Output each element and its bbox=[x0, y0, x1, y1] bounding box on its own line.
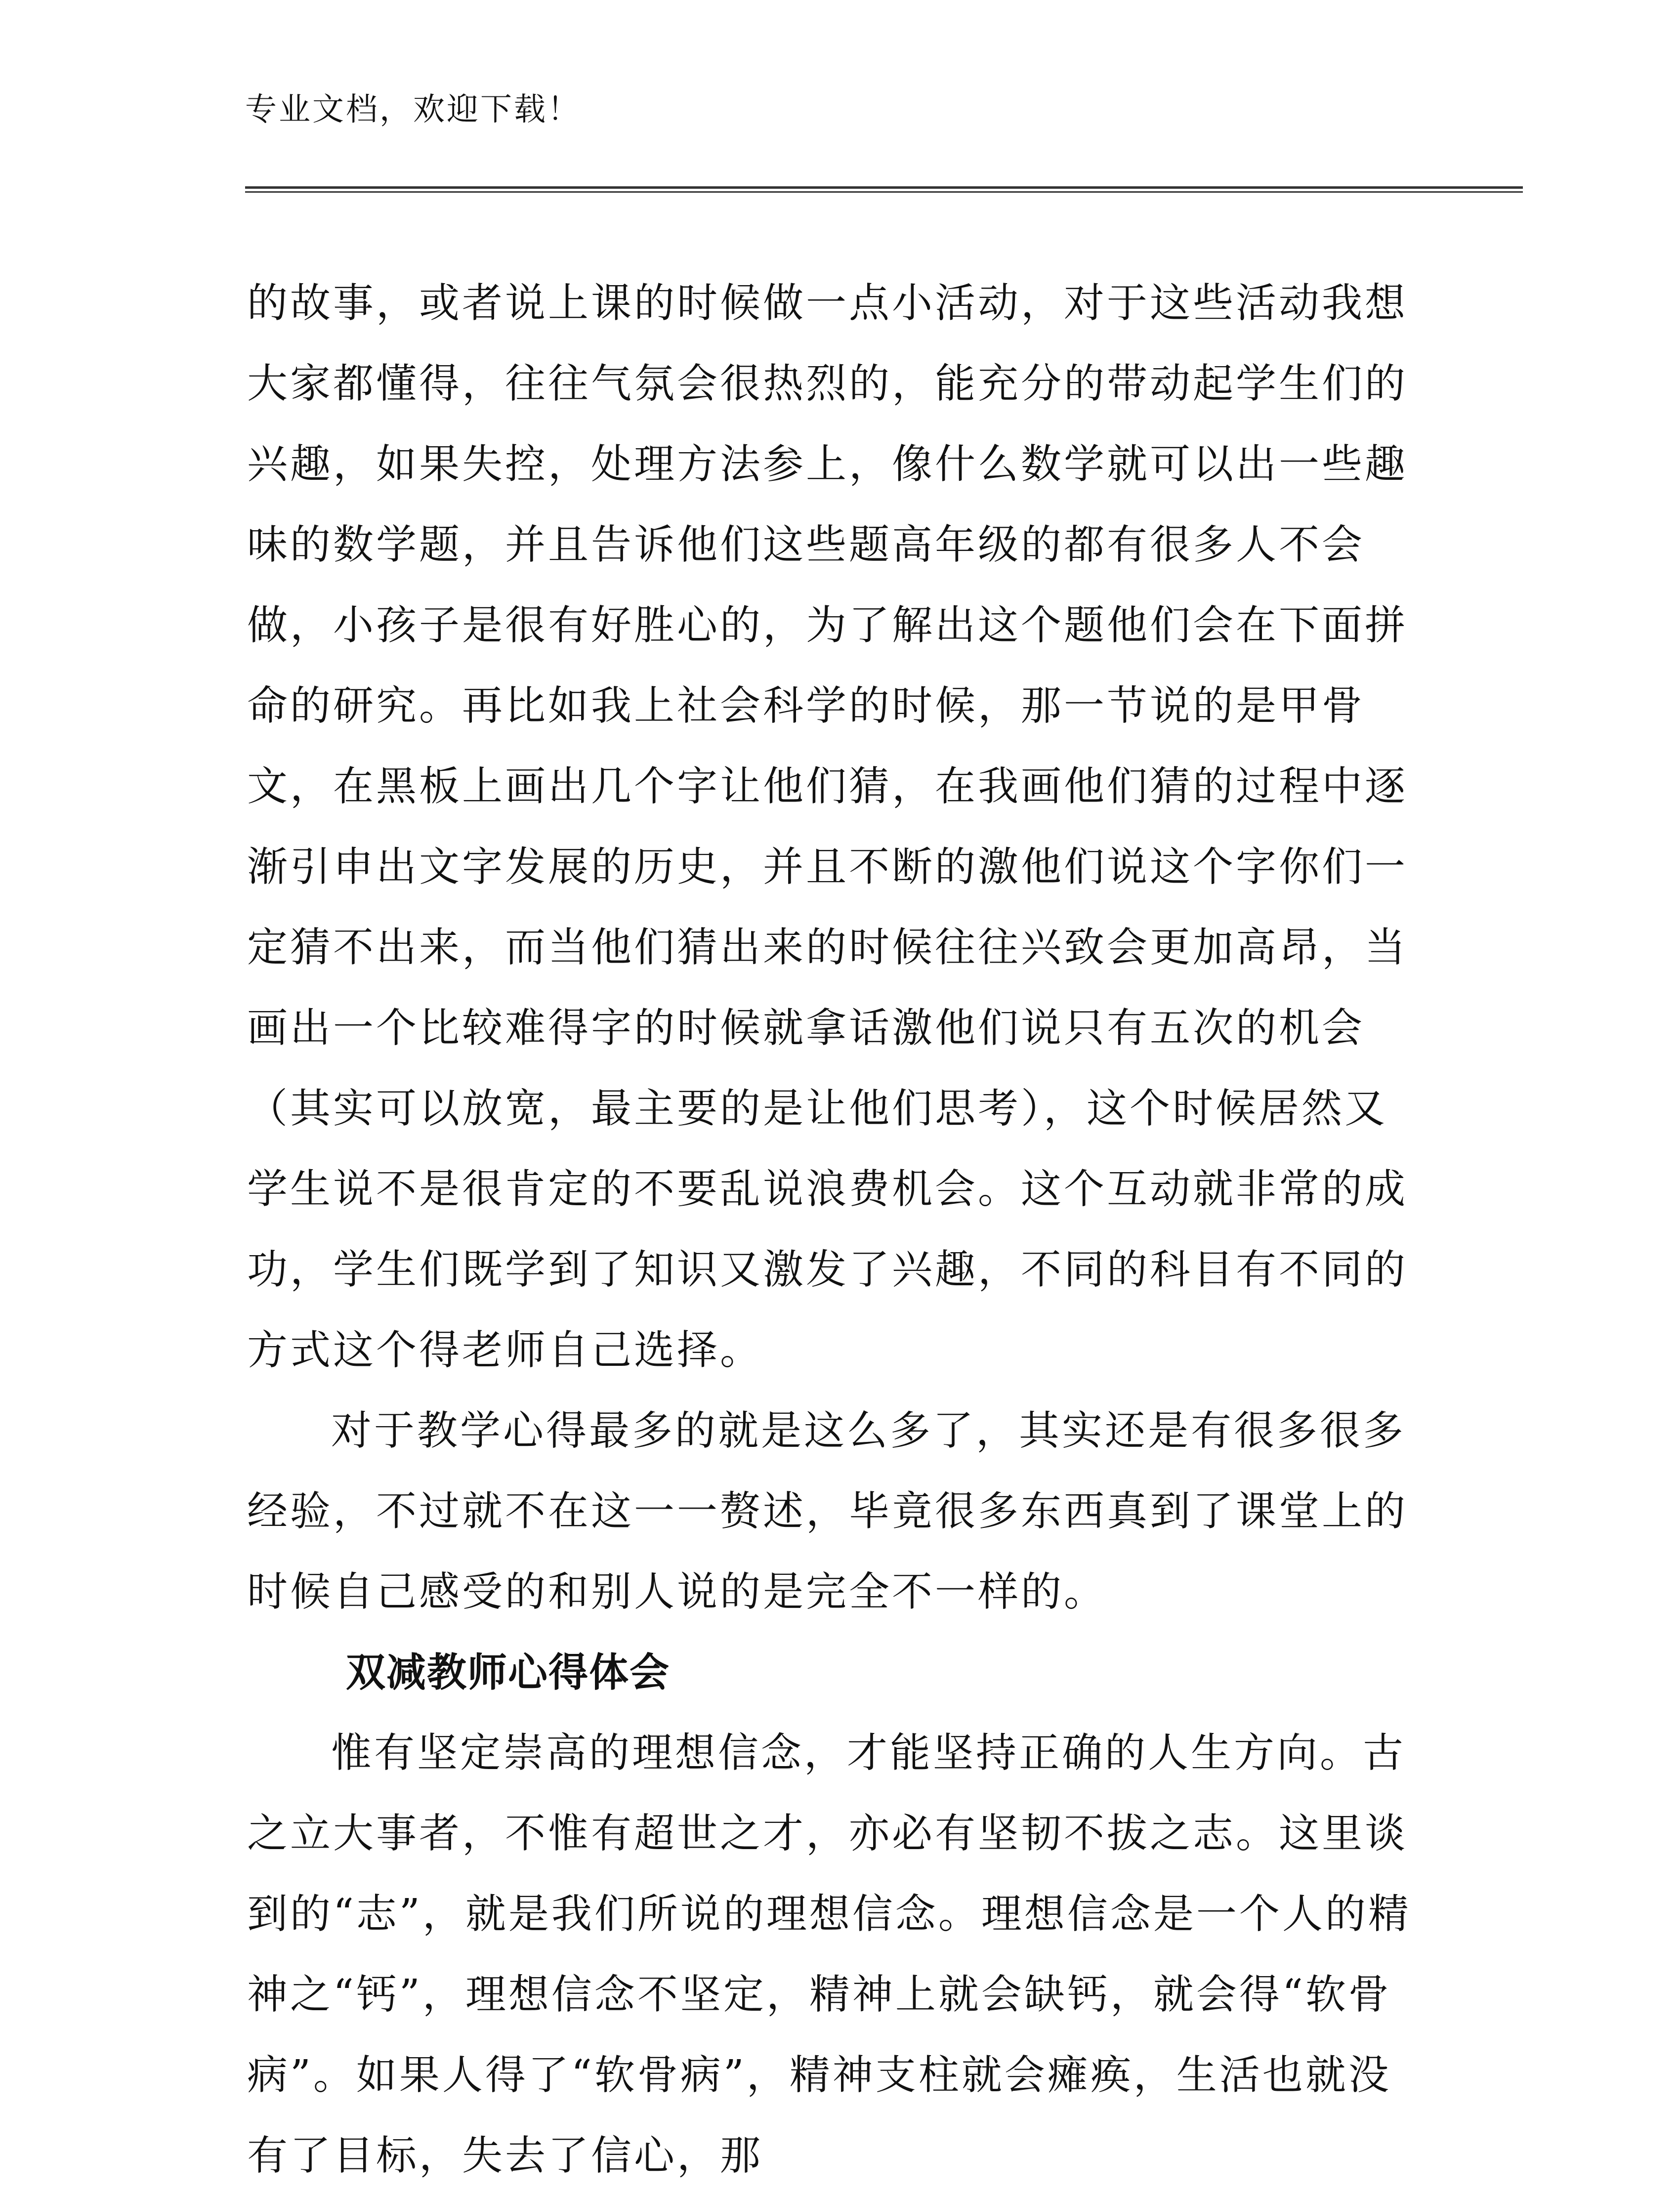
body-paragraph-1: 的故事，或者说上课的时候做一点小活动，对于这些活动我想大家都懂得，往往气氛会很热烈的，能充分的带动起学生们的兴趣，如果失控，处理方法参上，像什么数学就可以出一些趣味的数学题，并且告诉他们这些题高年级的都有很多人不会做，小孩子是很有好胜心的，为了解出这个题他们会在下面拼命的研究。再比如我上社会科学的时候，那一节说的是甲骨文，在黑板上画出几个字让他们猜，在我画他们猜的过程中逐渐引申出文字发展的历史，并且不断的激他们说这个字你们一定猜不出来，而当他们猜出来的时候往往兴致会更加高昂，当画出一个比较难得字的时候就拿话激他们说只有五次的机会（其实可以放宽，最主要的是让他们思考），这个时候居然又学生说不是很肯定的不要乱说浪费机会。这个互动就非常的成功，学生们既学到了知识又激发了兴趣，不同的科目有不同的方式这个得老师自己选择。 bbox=[247, 280, 1408, 1374]
body-paragraph-3: 惟有坚定崇高的理想信念，才能坚持正确的人生方向。古之立大事者，不惟有超世之才，亦必有坚韧不拔之志。这里谈到的“志”，就是我们所说的理想信念。理想信念是一个人的精神之“钙”，理想信念不坚定，精神上就会缺钙，就会得“软骨病”。如果人得了“软骨病”，精神支柱就会瘫痪，生活也就没有了目标，失去了信心，那 bbox=[247, 1730, 1411, 2179]
header-divider-thick-line bbox=[245, 186, 1523, 189]
header-divider bbox=[245, 186, 1523, 193]
page-header: 专业文档，欢迎下载！ bbox=[245, 91, 581, 128]
section-title: 双减教师心得体会 bbox=[346, 1649, 670, 1695]
body-paragraph-2: 对于教学心得最多的就是这么多了，其实还是有很多很多经验，不过就不在这一一赘述，毕竟很多东西真到了课堂上的时候自己感受的和别人说的是完全不一样的。 bbox=[247, 1407, 1408, 1615]
header-divider-thin-line bbox=[245, 191, 1523, 193]
document-body bbox=[247, 263, 1413, 2196]
